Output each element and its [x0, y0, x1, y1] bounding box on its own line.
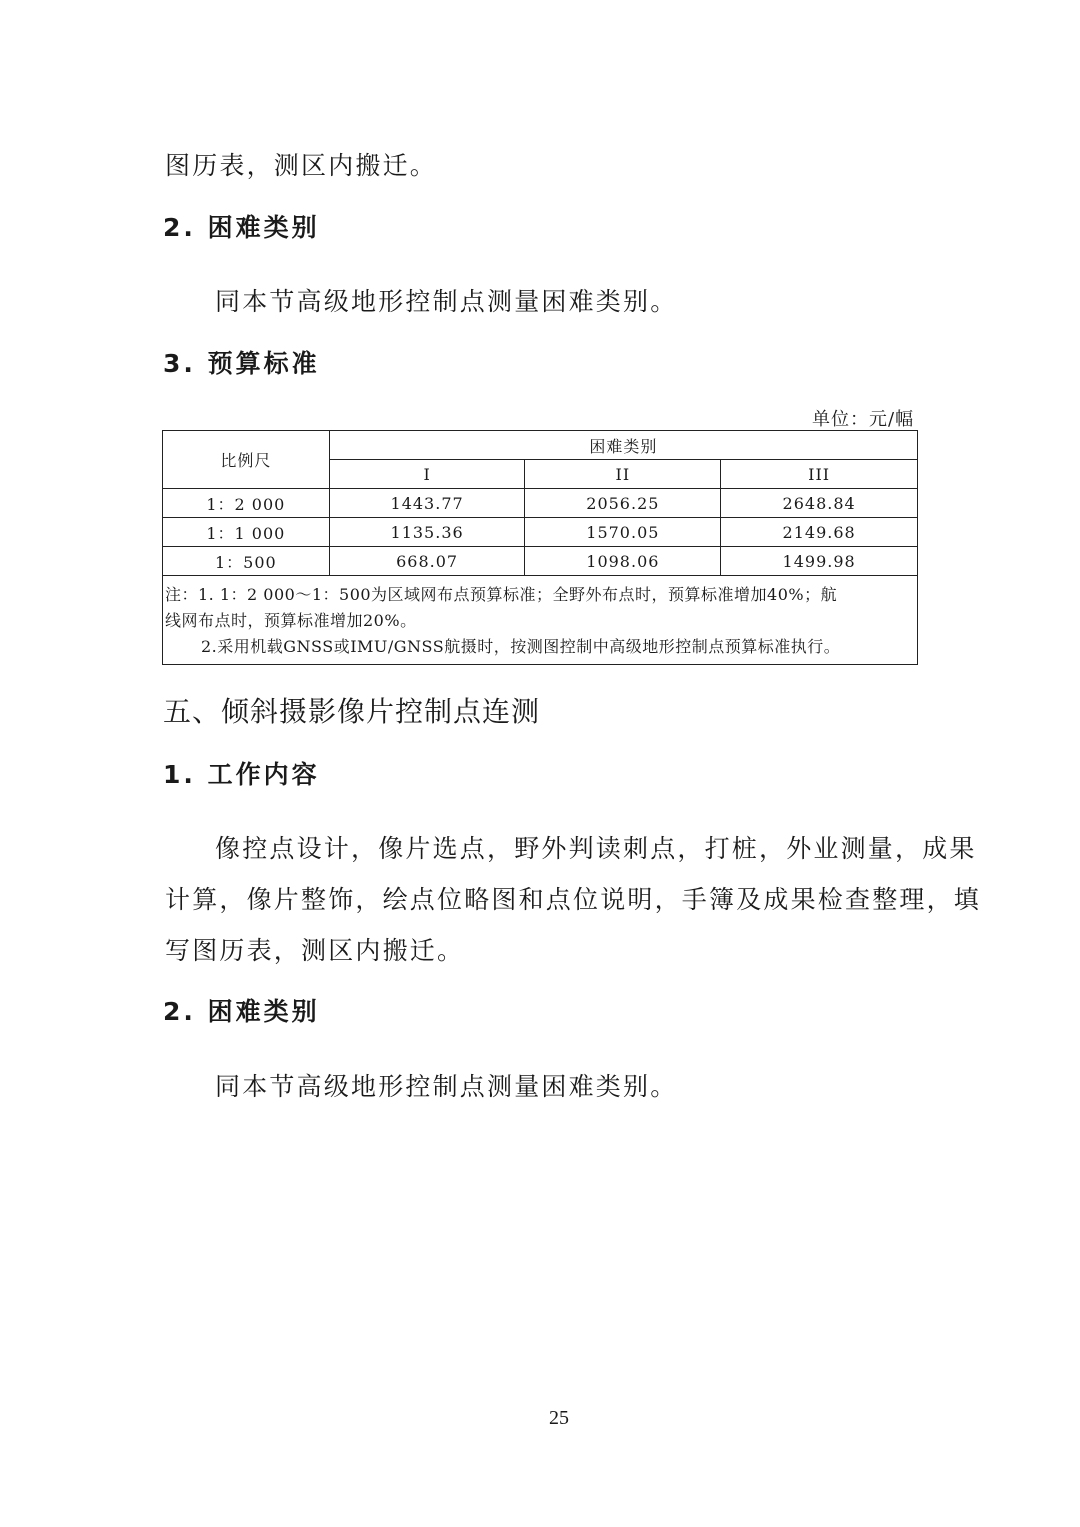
budget-heading: 3. 预算标准 — [163, 349, 320, 378]
scale-header: 比例尺 — [163, 431, 330, 489]
value-cell: 1135.36 — [329, 518, 525, 547]
column-header: I — [329, 460, 525, 489]
note-line: 注：1. 1：2 000～1：500为区域网布点预算标准；全野外布点时，预算标准增加40%；航 — [165, 585, 838, 604]
table-notes-row — [163, 576, 918, 665]
value-cell: 668.07 — [329, 547, 525, 576]
budget-table — [162, 430, 918, 665]
difficulty-heading: 2. 困难类别 — [163, 997, 320, 1026]
scale-cell: 1：1 000 — [163, 518, 330, 547]
work-content-line: 像控点设计，像片选点，野外判读刺点，打桩，外业测量，成果 — [215, 834, 977, 863]
value-cell: 1499.98 — [721, 547, 918, 576]
value-cell: 1443.77 — [329, 489, 525, 518]
value-cell: 1570.05 — [525, 518, 721, 547]
table-row — [163, 547, 918, 576]
value-cell: 2648.84 — [721, 489, 918, 518]
unit-label: 单位：元/幅 — [812, 409, 915, 430]
work-content-line: 计算，像片整饰，绘点位略图和点位说明，手簿及成果检查整理，填 — [165, 885, 982, 914]
page-number: 25 — [549, 1407, 569, 1429]
difficulty-text: 同本节高级地形控制点测量困难类别。 — [215, 1072, 678, 1101]
table-row — [163, 489, 918, 518]
difficulty-header: 困难类别 — [329, 431, 917, 460]
value-cell: 1098.06 — [525, 547, 721, 576]
work-content-line: 写图历表，测区内搬迁。 — [165, 936, 465, 965]
continuation-text: 图历表，测区内搬迁。 — [165, 151, 438, 180]
section-title: 五、倾斜摄影像片控制点连测 — [163, 695, 541, 728]
note-line: 2.采用机载GNSS或IMU/GNSS航摄时，按测图控制中高级地形控制点预算标准执行。 — [201, 637, 841, 656]
note-line: 线网布点时，预算标准增加20%。 — [165, 611, 417, 630]
column-header: III — [721, 460, 918, 489]
table-notes — [163, 576, 918, 665]
scale-cell: 1：500 — [163, 547, 330, 576]
difficulty-heading: 2. 困难类别 — [163, 213, 320, 242]
work-content-heading: 1. 工作内容 — [163, 760, 320, 789]
table-row — [163, 518, 918, 547]
table-header-row — [163, 431, 918, 460]
value-cell: 2056.25 — [525, 489, 721, 518]
value-cell: 2149.68 — [721, 518, 918, 547]
column-header: II — [525, 460, 721, 489]
scale-cell: 1：2 000 — [163, 489, 330, 518]
difficulty-text: 同本节高级地形控制点测量困难类别。 — [215, 287, 678, 316]
